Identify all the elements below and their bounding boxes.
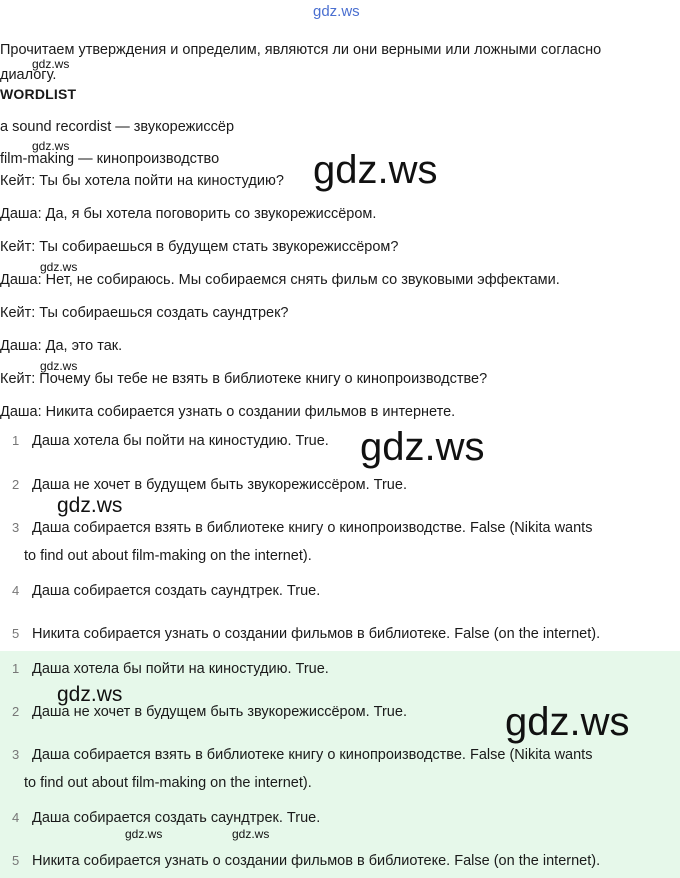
answer-number: 5 [12,626,20,641]
watermark: gdz.ws [313,148,438,192]
answer-text: Даша собирается взять в библиотеке книгу о кинопроизводстве. False (Nikita wants [32,520,593,536]
answer-number: 2 [12,704,20,719]
answer-text: Даша собирается создать саундтрек. True. [32,583,321,599]
dialogue-line: Даша: Никита собирается узнать о создании фильмов в интернете. [0,404,456,420]
watermark: gdz.ws [125,827,163,841]
dialogue-line: Кейт: Почему бы тебе не взять в библиотеке книгу о кинопроизводстве? [0,371,488,387]
watermark: gdz.ws [40,359,78,373]
site-link[interactable]: gdz.ws [313,3,360,20]
watermark: gdz.ws [232,827,270,841]
answer-number: 4 [12,810,20,825]
dialogue-line: Кейт: Ты собираешься создать саундтрек? [0,305,289,321]
watermark: gdz.ws [57,494,123,517]
dialogue-line: Кейт: Ты бы хотела пойти на киностудию? [0,173,284,189]
answer-text: Даша хотела бы пойти на киностудию. True. [32,661,329,677]
wordlist-heading: WORDLIST [0,86,77,102]
answer-text: to find out about film-making on the internet). [24,548,312,564]
intro-text: Прочитаем утверждения и определим, являются ли они верными или ложными согласно диалогу. [0,42,602,83]
answer-number: 4 [12,583,20,598]
dialogue-line: Даша: Нет, не собираюсь. Мы собираемся снять фильм со звуковыми эффектами. [0,272,560,288]
answer-text: Даша не хочет в будущем быть звукорежиссёром. True. [32,704,407,720]
answer-text: Никита собирается узнать о создании фильмов в библиотеке. False (on the internet). [32,853,601,869]
answer-text: to find out about film-making on the internet). [24,775,312,791]
answer-number: 2 [12,477,20,492]
watermark: gdz.ws [505,700,630,744]
dialogue-line: Кейт: Ты собираешься в будущем стать звукорежиссёром? [0,239,399,255]
answer-text: Даша собирается создать саундтрек. True. [32,810,321,826]
answer-number: 3 [12,520,20,535]
watermark: gdz.ws [40,260,78,274]
answer-text: Даша не хочет в будущем быть звукорежиссёром. True. [32,477,407,493]
watermark: gdz.ws [32,57,70,71]
wordlist-entry: film-making — кинопроизводство [0,151,220,167]
answer-text: Даша собирается взять в библиотеке книгу о кинопроизводстве. False (Nikita wants [32,747,593,763]
watermark: gdz.ws [32,139,70,153]
answer-number: 5 [12,853,20,868]
answer-number: 1 [12,661,20,676]
watermark: gdz.ws [360,425,485,469]
answer-text: Никита собирается узнать о создании фильмов в библиотеке. False (on the internet). [32,626,601,642]
dialogue-line: Даша: Да, это так. [0,338,123,354]
answer-number: 3 [12,747,20,762]
dialogue-line: Даша: Да, я бы хотела поговорить со звукорежиссёром. [0,206,377,222]
wordlist-entry: a sound recordist — звукорежиссёр [0,119,235,135]
answer-text: Даша хотела бы пойти на киностудию. True. [32,433,329,449]
answer-number: 1 [12,433,20,448]
watermark: gdz.ws [57,683,123,706]
